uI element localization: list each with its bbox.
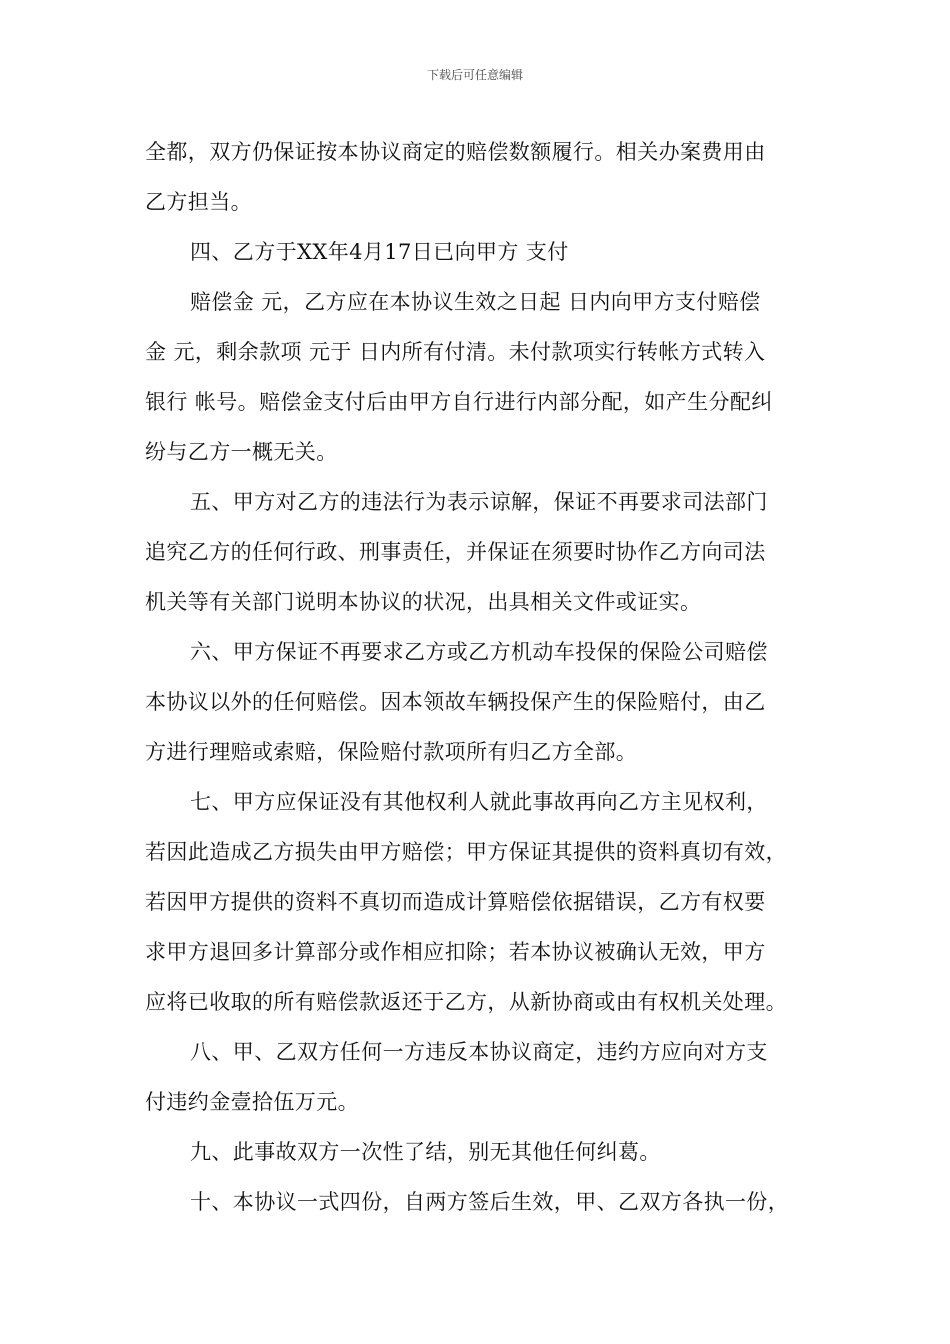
clause-9: 九、此事故双方一次性了结，别无其他任何纠葛。: [190, 1140, 661, 1164]
text-line: 机关等有关部门说明本协议的状况，出具相关文件或证实。: [145, 590, 702, 614]
clause-5: 五、甲方对乙方的违法行为表示谅解，保证不再要求司法部门: [190, 490, 768, 514]
text-line: 方进行理赔或索赔，保险赔付款项所有归乙方全部。: [145, 740, 638, 764]
clause-4-heading: 四、乙方于XX年4月17日已向甲方 支付: [190, 240, 569, 264]
text-line: 银行 帐号。赔偿金支付后由甲方自行进行内部分配，如产生分配纠: [145, 390, 773, 414]
clause-7: 七、甲方应保证没有其他权利人就此事故再向乙方主见权利，: [190, 790, 768, 814]
text-line: 金 元，剩余款项 元于 日内所有付清。未付款项实行转帐方式转入: [145, 340, 766, 364]
text-line: 全都，双方仍保证按本协议商定的赔偿数额履行。相关办案费用由: [145, 140, 766, 164]
text-line: 若因此造成乙方损失由甲方赔偿；甲方保证其提供的资料真切有效，: [145, 840, 787, 864]
text-line: 求甲方退回多计算部分或作相应扣除；若本协议被确认无效，甲方: [145, 940, 766, 964]
text-line: 赔偿金 元，乙方应在本协议生效之日起 日内向甲方支付赔偿: [190, 290, 761, 314]
text-line: 纷与乙方一概无关。: [145, 440, 338, 464]
text-line: 若因甲方提供的资料不真切而造成计算赔偿依据错误，乙方有权要: [145, 890, 766, 914]
text-line: 本协议以外的任何赔偿。因本领故车辆投保产生的保险赔付，由乙: [145, 690, 766, 714]
document-body: [145, 131, 810, 1231]
clause-6: 六、甲方保证不再要求乙方或乙方机动车投保的保险公司赔偿: [190, 640, 768, 664]
text-line: 追究乙方的任何行政、刑事责任，并保证在须要时协作乙方向司法: [145, 540, 766, 564]
text-line: 付违约金壹拾伍万元。: [145, 1090, 359, 1114]
text-line: 乙方担当。: [145, 190, 252, 214]
text-line: 应将已收取的所有赔偿款返还于乙方，从新协商或由有权机关处理。: [145, 990, 787, 1014]
clause-10: 十、本协议一式四份，自两方签后生效，甲、乙双方各执一份，: [190, 1190, 790, 1214]
page-header: 下载后可任意编辑: [426, 68, 523, 82]
clause-8: 八、甲、乙双方任何一方违反本协议商定，违约方应向对方支: [190, 1040, 768, 1064]
